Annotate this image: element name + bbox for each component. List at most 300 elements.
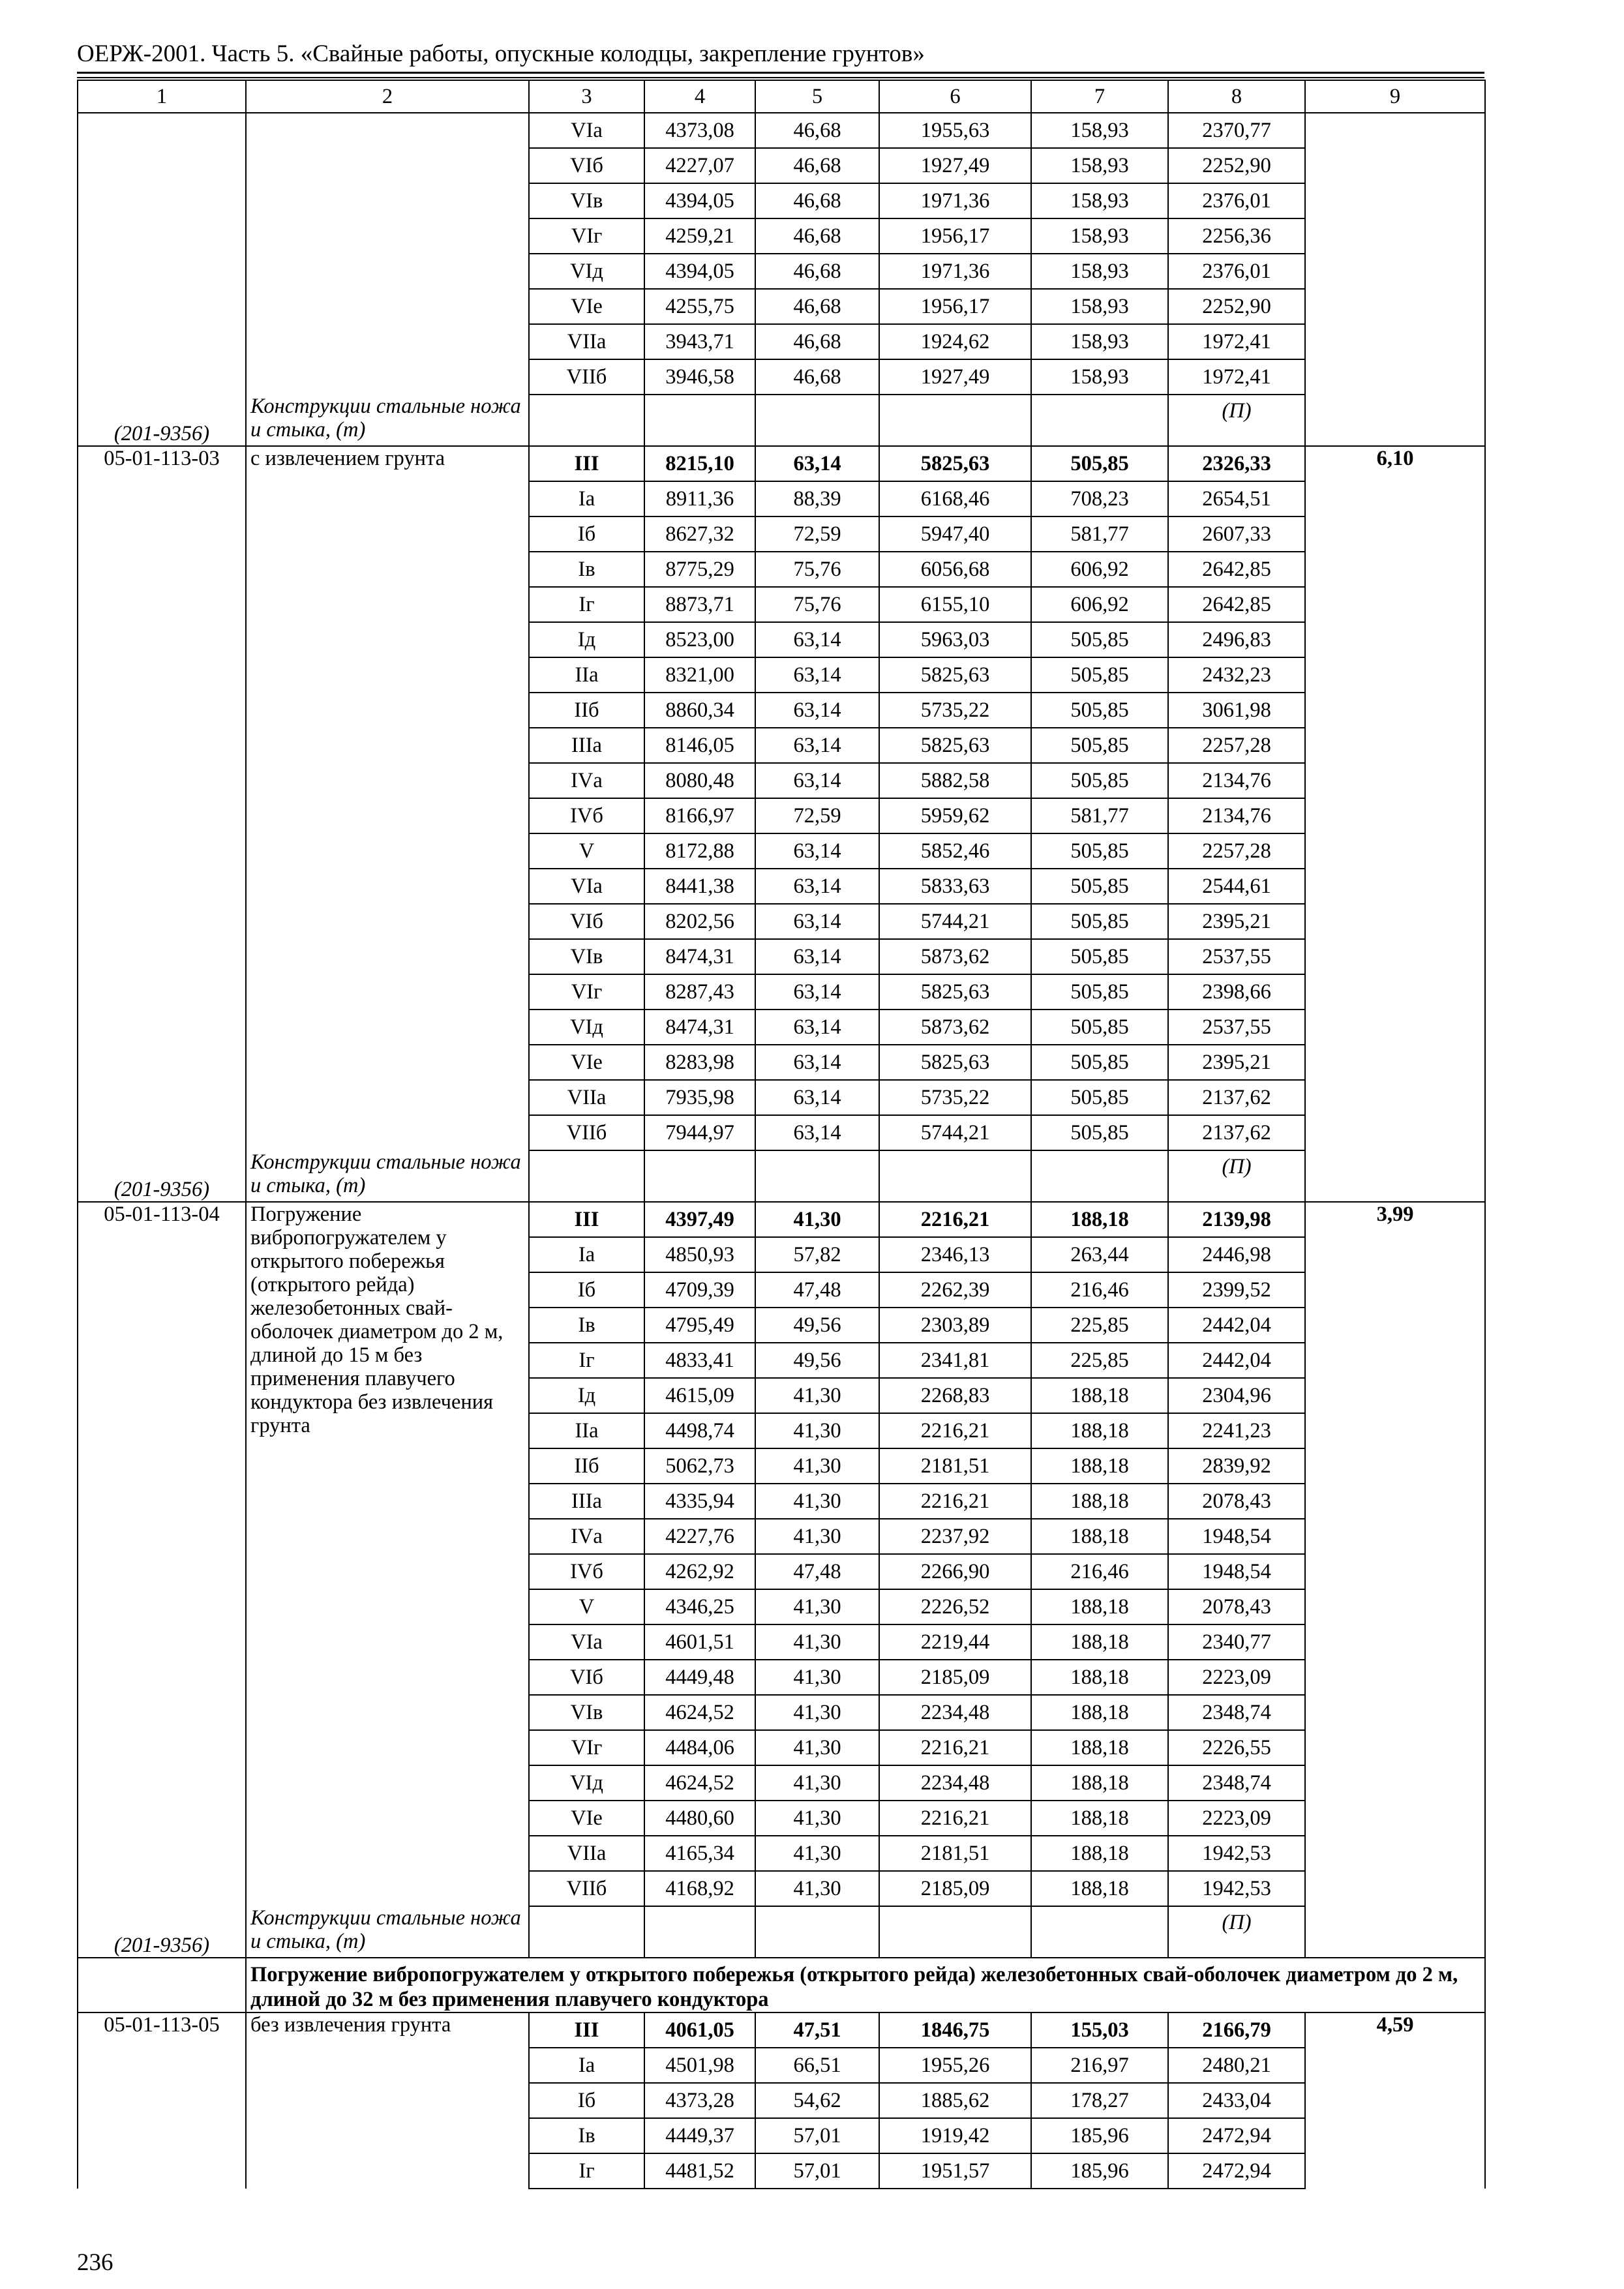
table-cell: 188,18 [1031, 1589, 1168, 1624]
table-cell: 4501,98 [644, 2048, 755, 2083]
table-cell: 4481,52 [644, 2153, 755, 2189]
table-cell: 63,14 [755, 833, 879, 869]
table-cell: 4061,05 [644, 2012, 755, 2048]
table-cell: 158,93 [1031, 113, 1168, 148]
table-cell: III [529, 2012, 644, 2048]
table-cell: 225,85 [1031, 1343, 1168, 1378]
table-cell: 41,30 [755, 1378, 879, 1413]
table-cell: 8775,29 [644, 552, 755, 587]
table-cell: 2433,04 [1168, 2083, 1305, 2118]
table-row [78, 2012, 1485, 2048]
table-cell: 2607,33 [1168, 516, 1305, 552]
table-cell: 1927,49 [879, 148, 1031, 183]
table-cell: 41,30 [755, 1801, 879, 1836]
table-cell: 63,14 [755, 622, 879, 657]
table-cell: 63,14 [755, 1010, 879, 1045]
table-cell: 2839,92 [1168, 1448, 1305, 1484]
table-cell: VIг [529, 974, 644, 1010]
empty-cell [644, 1150, 755, 1202]
table-cell: 8215,10 [644, 446, 755, 481]
table-cell: Iа [529, 2048, 644, 2083]
table-cell: 5825,63 [879, 657, 1031, 693]
table-cell: 2216,21 [879, 1202, 1031, 1237]
table-cell: 188,18 [1031, 1624, 1168, 1660]
table-cell: 46,68 [755, 289, 879, 324]
table-cell: IVб [529, 1554, 644, 1589]
table-cell: 4168,92 [644, 1871, 755, 1906]
table-cell: 47,51 [755, 2012, 879, 2048]
table-cell: IIа [529, 657, 644, 693]
table-cell: VIв [529, 1695, 644, 1730]
table-cell: 8873,71 [644, 587, 755, 622]
table-cell: 46,68 [755, 113, 879, 148]
table-cell: 4227,07 [644, 148, 755, 183]
table-cell: VIд [529, 254, 644, 289]
table-cell: 2234,48 [879, 1765, 1031, 1801]
table-cell: 47,48 [755, 1554, 879, 1589]
empty-cell [1031, 1906, 1168, 1958]
table-cell: 5062,73 [644, 1448, 755, 1484]
table-cell: 225,85 [1031, 1308, 1168, 1343]
table-cell: 188,18 [1031, 1660, 1168, 1695]
table-cell: 2304,96 [1168, 1378, 1305, 1413]
table-cell: 2537,55 [1168, 1010, 1305, 1045]
table-cell: 505,85 [1031, 974, 1168, 1010]
table-cell: 4449,37 [644, 2118, 755, 2153]
table-cell: 185,96 [1031, 2118, 1168, 2153]
table-cell: 5825,63 [879, 1045, 1031, 1080]
table-cell: 2216,21 [879, 1413, 1031, 1448]
empty-cell [1305, 113, 1485, 395]
table-cell: 7944,97 [644, 1115, 755, 1150]
column-9-value: 3,99 [1305, 1202, 1485, 1906]
table-cell: 2544,61 [1168, 869, 1305, 904]
table-cell: 2219,44 [879, 1624, 1031, 1660]
table-cell: 606,92 [1031, 552, 1168, 587]
table-cell: Iа [529, 1237, 644, 1272]
table-cell: 2376,01 [1168, 183, 1305, 218]
table-cell: 2496,83 [1168, 622, 1305, 657]
table-cell: 5882,58 [879, 763, 1031, 798]
table-cell: 158,93 [1031, 289, 1168, 324]
rate-code: 05-01-113-05 [78, 2012, 246, 2189]
table-cell: 216,97 [1031, 2048, 1168, 2083]
table-cell: 4480,60 [644, 1801, 755, 1836]
table-cell: 4346,25 [644, 1589, 755, 1624]
empty-cell [1031, 395, 1168, 446]
table-cell: 2185,09 [879, 1871, 1031, 1906]
table-cell: 2216,21 [879, 1801, 1031, 1836]
table-cell: 4615,09 [644, 1378, 755, 1413]
table-cell: 1971,36 [879, 183, 1031, 218]
table-cell: 4709,39 [644, 1272, 755, 1308]
empty-cell [755, 1150, 879, 1202]
table-cell: VIб [529, 1660, 644, 1695]
table-cell: 57,82 [755, 1237, 879, 1272]
table-cell: 1972,41 [1168, 324, 1305, 359]
table-cell: Iв [529, 552, 644, 587]
table-cell: 63,14 [755, 939, 879, 974]
table-cell: 2346,13 [879, 1237, 1031, 1272]
table-cell: 41,30 [755, 1871, 879, 1906]
table-cell: 2226,52 [879, 1589, 1031, 1624]
table-cell: 4373,08 [644, 113, 755, 148]
table-cell: IIб [529, 693, 644, 728]
table-cell: 5735,22 [879, 1080, 1031, 1115]
rates-table [77, 80, 1486, 2189]
running-header: ОЕРЖ-2001. Часть 5. «Свайные работы, опускные колодцы, закрепление грунтов» [77, 40, 925, 67]
table-cell: 606,92 [1031, 587, 1168, 622]
rate-name: с извлечением грунта [246, 446, 529, 1150]
table-cell: 63,14 [755, 657, 879, 693]
note-value: (П) [1168, 1906, 1305, 1958]
table-cell: 4255,75 [644, 289, 755, 324]
table-row [78, 446, 1485, 481]
note-code: (201-9356) [78, 1906, 246, 1958]
table-cell: 505,85 [1031, 657, 1168, 693]
note-code: (201-9356) [78, 1150, 246, 1202]
table-cell: Iг [529, 1343, 644, 1378]
table-cell: 8627,32 [644, 516, 755, 552]
column-header: 5 [755, 80, 879, 113]
table-cell: 5744,21 [879, 904, 1031, 939]
table-cell: VIг [529, 218, 644, 254]
table-cell: 5873,62 [879, 1010, 1031, 1045]
table-cell: 158,93 [1031, 183, 1168, 218]
table-cell: 2398,66 [1168, 974, 1305, 1010]
table-cell: 41,30 [755, 1765, 879, 1801]
table-cell: 505,85 [1031, 1045, 1168, 1080]
table-cell: IIб [529, 1448, 644, 1484]
table-cell: 63,14 [755, 1080, 879, 1115]
column-header: 1 [78, 80, 246, 113]
table-cell: 2181,51 [879, 1836, 1031, 1871]
table-cell: 2340,77 [1168, 1624, 1305, 1660]
table-cell: 2223,09 [1168, 1660, 1305, 1695]
table-cell: 505,85 [1031, 446, 1168, 481]
table-cell: 1951,57 [879, 2153, 1031, 2189]
table-body [78, 80, 1485, 2189]
rate-name: без извлечения грунта [246, 2012, 529, 2189]
table-cell: 505,85 [1031, 833, 1168, 869]
table-cell: Iа [529, 481, 644, 516]
table-cell: VIв [529, 183, 644, 218]
table-cell: VIб [529, 148, 644, 183]
note-row [78, 1906, 1485, 1958]
table-cell: VIа [529, 113, 644, 148]
table-cell: 4373,28 [644, 2083, 755, 2118]
table-cell: 1846,75 [879, 2012, 1031, 2048]
table-cell: 2303,89 [879, 1308, 1031, 1343]
table-cell: IVа [529, 763, 644, 798]
table-cell: 41,30 [755, 1624, 879, 1660]
table-cell: 8860,34 [644, 693, 755, 728]
table-cell: 4601,51 [644, 1624, 755, 1660]
table-cell: 2181,51 [879, 1448, 1031, 1484]
table-cell: 5744,21 [879, 1115, 1031, 1150]
header-rule-thin [77, 77, 1484, 78]
table-cell: 63,14 [755, 1045, 879, 1080]
note-text: Конструкции стальные ножа и стыка, (т) [246, 1150, 529, 1202]
table-cell: 41,30 [755, 1836, 879, 1871]
empty-cell [1305, 395, 1485, 446]
table-cell: 63,14 [755, 904, 879, 939]
table-cell: V [529, 833, 644, 869]
column-9-value: 6,10 [1305, 446, 1485, 1150]
table-cell: 5825,63 [879, 728, 1031, 763]
table-cell: 188,18 [1031, 1765, 1168, 1801]
table-cell: Iб [529, 516, 644, 552]
table-cell: 1948,54 [1168, 1554, 1305, 1589]
table-cell: 2185,09 [879, 1660, 1031, 1695]
table-cell: 263,44 [1031, 1237, 1168, 1272]
table-cell: 2442,04 [1168, 1343, 1305, 1378]
table-cell: III [529, 1202, 644, 1237]
table-cell: 188,18 [1031, 1202, 1168, 1237]
table-cell: 66,51 [755, 2048, 879, 2083]
table-cell: 2257,28 [1168, 728, 1305, 763]
table-cell: 2234,48 [879, 1695, 1031, 1730]
empty-cell [644, 1906, 755, 1958]
table-cell: IIа [529, 1413, 644, 1448]
table-cell: 41,30 [755, 1448, 879, 1484]
table-cell: 75,76 [755, 587, 879, 622]
table-cell: Iб [529, 1272, 644, 1308]
table-cell: 1955,63 [879, 113, 1031, 148]
table-cell: IIIа [529, 1484, 644, 1519]
table-cell: 6168,46 [879, 481, 1031, 516]
table-cell: 188,18 [1031, 1448, 1168, 1484]
table-cell: 2252,90 [1168, 148, 1305, 183]
table-cell: 46,68 [755, 254, 879, 289]
table-cell: 505,85 [1031, 763, 1168, 798]
table-cell: 7935,98 [644, 1080, 755, 1115]
column-header: 9 [1305, 80, 1485, 113]
table-cell: 2223,09 [1168, 1801, 1305, 1836]
empty-cell [529, 1150, 644, 1202]
table-cell: 2399,52 [1168, 1272, 1305, 1308]
note-code: (201-9356) [78, 395, 246, 446]
table-cell: 2216,21 [879, 1484, 1031, 1519]
table-cell: 2134,76 [1168, 798, 1305, 833]
table-cell: Iд [529, 1378, 644, 1413]
table-cell: VIIа [529, 1080, 644, 1115]
empty-cell [644, 395, 755, 446]
table-cell: 2326,33 [1168, 446, 1305, 481]
rate-code: 05-01-113-04 [78, 1202, 246, 1906]
table-row [78, 1202, 1485, 1237]
table-cell: 178,27 [1031, 2083, 1168, 2118]
table-cell: 1955,26 [879, 2048, 1031, 2083]
table-cell: 505,85 [1031, 904, 1168, 939]
table-cell: 2252,90 [1168, 289, 1305, 324]
table-cell: 505,85 [1031, 622, 1168, 657]
table-cell: 4394,05 [644, 254, 755, 289]
table-cell: VIе [529, 1045, 644, 1080]
empty-cell [529, 1906, 644, 1958]
table-cell: VIIб [529, 1115, 644, 1150]
table-cell: 5833,63 [879, 869, 1031, 904]
table-cell: 2480,21 [1168, 2048, 1305, 2083]
table-cell: 49,56 [755, 1308, 879, 1343]
table-cell: 41,30 [755, 1484, 879, 1519]
column-header: 2 [246, 80, 529, 113]
table-cell: 41,30 [755, 1202, 879, 1237]
table-cell: 5825,63 [879, 974, 1031, 1010]
table-cell: 1956,17 [879, 218, 1031, 254]
table-cell: 158,93 [1031, 359, 1168, 395]
section-title-row [78, 1958, 1485, 2012]
table-cell: IIIа [529, 728, 644, 763]
table-cell: 5873,62 [879, 939, 1031, 974]
table-cell: 46,68 [755, 148, 879, 183]
table-cell: 216,46 [1031, 1554, 1168, 1589]
table-cell: 4850,93 [644, 1237, 755, 1272]
empty-cell [879, 1906, 1031, 1958]
table-cell: 1948,54 [1168, 1519, 1305, 1554]
table-cell: 4262,92 [644, 1554, 755, 1589]
table-cell: 63,14 [755, 763, 879, 798]
table-cell: 63,14 [755, 1115, 879, 1150]
table-cell: 41,30 [755, 1695, 879, 1730]
table-cell: VIд [529, 1010, 644, 1045]
table-cell: 3946,58 [644, 359, 755, 395]
empty-cell [755, 1906, 879, 1958]
table-cell: III [529, 446, 644, 481]
table-cell: 46,68 [755, 183, 879, 218]
table-cell: 4397,49 [644, 1202, 755, 1237]
table-cell: 54,62 [755, 2083, 879, 2118]
table-cell: 4227,76 [644, 1519, 755, 1554]
table-cell: 2268,83 [879, 1378, 1031, 1413]
table-cell: 505,85 [1031, 693, 1168, 728]
rate-code: 05-01-113-03 [78, 446, 246, 1150]
empty-cell [246, 113, 529, 395]
table-cell: 2256,36 [1168, 218, 1305, 254]
table-cell: 2348,74 [1168, 1765, 1305, 1801]
table-cell: 8080,48 [644, 763, 755, 798]
empty-cell [78, 1958, 246, 2012]
table-cell: 8172,88 [644, 833, 755, 869]
table-cell: 4795,49 [644, 1308, 755, 1343]
table-cell: 8202,56 [644, 904, 755, 939]
table-cell: 6056,68 [879, 552, 1031, 587]
empty-cell [529, 395, 644, 446]
table-cell: 2137,62 [1168, 1115, 1305, 1150]
table-cell: 505,85 [1031, 1080, 1168, 1115]
column-header: 4 [644, 80, 755, 113]
column-header-row [78, 80, 1485, 113]
table-cell: 505,85 [1031, 1115, 1168, 1150]
table-cell: VIг [529, 1730, 644, 1765]
table-cell: 88,39 [755, 481, 879, 516]
table-cell: 216,46 [1031, 1272, 1168, 1308]
table-cell: 188,18 [1031, 1730, 1168, 1765]
table-cell: Iв [529, 2118, 644, 2153]
table-cell: Iд [529, 622, 644, 657]
table-cell: 72,59 [755, 798, 879, 833]
table-cell: Iв [529, 1308, 644, 1343]
table-cell: Iг [529, 587, 644, 622]
table-cell: 8911,36 [644, 481, 755, 516]
table-cell: 41,30 [755, 1660, 879, 1695]
table-cell: 4624,52 [644, 1765, 755, 1801]
table-cell: 8474,31 [644, 1010, 755, 1045]
column-header: 7 [1031, 80, 1168, 113]
table-cell: 188,18 [1031, 1484, 1168, 1519]
empty-cell [879, 1150, 1031, 1202]
table-cell: 5825,63 [879, 446, 1031, 481]
table-cell: 4335,94 [644, 1484, 755, 1519]
table-cell: 2241,23 [1168, 1413, 1305, 1448]
table-cell: 8441,38 [644, 869, 755, 904]
table-cell: VIIб [529, 1871, 644, 1906]
table-cell: Iб [529, 2083, 644, 2118]
table-cell: 158,93 [1031, 218, 1168, 254]
table-cell: 41,30 [755, 1519, 879, 1554]
table-cell: 505,85 [1031, 939, 1168, 974]
table-cell: 5959,62 [879, 798, 1031, 833]
table-cell: 188,18 [1031, 1695, 1168, 1730]
table-cell: 1971,36 [879, 254, 1031, 289]
table-cell: VIе [529, 289, 644, 324]
table-cell: 581,77 [1031, 798, 1168, 833]
column-header: 3 [529, 80, 644, 113]
table-cell: 2257,28 [1168, 833, 1305, 869]
table-cell: 63,14 [755, 693, 879, 728]
table-cell: 2341,81 [879, 1343, 1031, 1378]
note-text: Конструкции стальные ножа и стыка, (т) [246, 395, 529, 446]
note-value: (П) [1168, 1150, 1305, 1202]
table-cell: 158,93 [1031, 254, 1168, 289]
table-cell: 8321,00 [644, 657, 755, 693]
table-cell: 2348,74 [1168, 1695, 1305, 1730]
table-cell: 2137,62 [1168, 1080, 1305, 1115]
table-cell: 3061,98 [1168, 693, 1305, 728]
table-cell: 188,18 [1031, 1378, 1168, 1413]
table-cell: 8283,98 [644, 1045, 755, 1080]
table-cell: 4259,21 [644, 218, 755, 254]
table-cell: 158,93 [1031, 324, 1168, 359]
table-cell: VIа [529, 1624, 644, 1660]
empty-cell [1305, 1906, 1485, 1958]
table-cell: 2134,76 [1168, 763, 1305, 798]
table-cell: 5947,40 [879, 516, 1031, 552]
empty-cell [1031, 1150, 1168, 1202]
table-cell: 46,68 [755, 218, 879, 254]
table-cell: 4498,74 [644, 1413, 755, 1448]
table-cell: 2139,98 [1168, 1202, 1305, 1237]
table-cell: 1885,62 [879, 2083, 1031, 2118]
table-cell: 75,76 [755, 552, 879, 587]
table-cell: VIа [529, 869, 644, 904]
table-cell: IVа [529, 1519, 644, 1554]
page-number: 236 [77, 2249, 113, 2276]
table-cell: VIд [529, 1765, 644, 1801]
table-cell: 46,68 [755, 359, 879, 395]
table-cell: VIв [529, 939, 644, 974]
table-cell: 505,85 [1031, 1010, 1168, 1045]
table-cell: 1919,42 [879, 2118, 1031, 2153]
section-title: Погружение вибропогружателем у открытого побережья (открытого рейда) железобетонных свай-оболочек диаметром до 2 м, длиной до 32 м без применения плавучего кондуктора [246, 1958, 1485, 2012]
empty-cell [879, 395, 1031, 446]
table-cell: 2078,43 [1168, 1484, 1305, 1519]
table-cell: 1942,53 [1168, 1871, 1305, 1906]
table-cell: 581,77 [1031, 516, 1168, 552]
table-cell: 708,23 [1031, 481, 1168, 516]
empty-cell [78, 113, 246, 395]
table-cell: 3943,71 [644, 324, 755, 359]
